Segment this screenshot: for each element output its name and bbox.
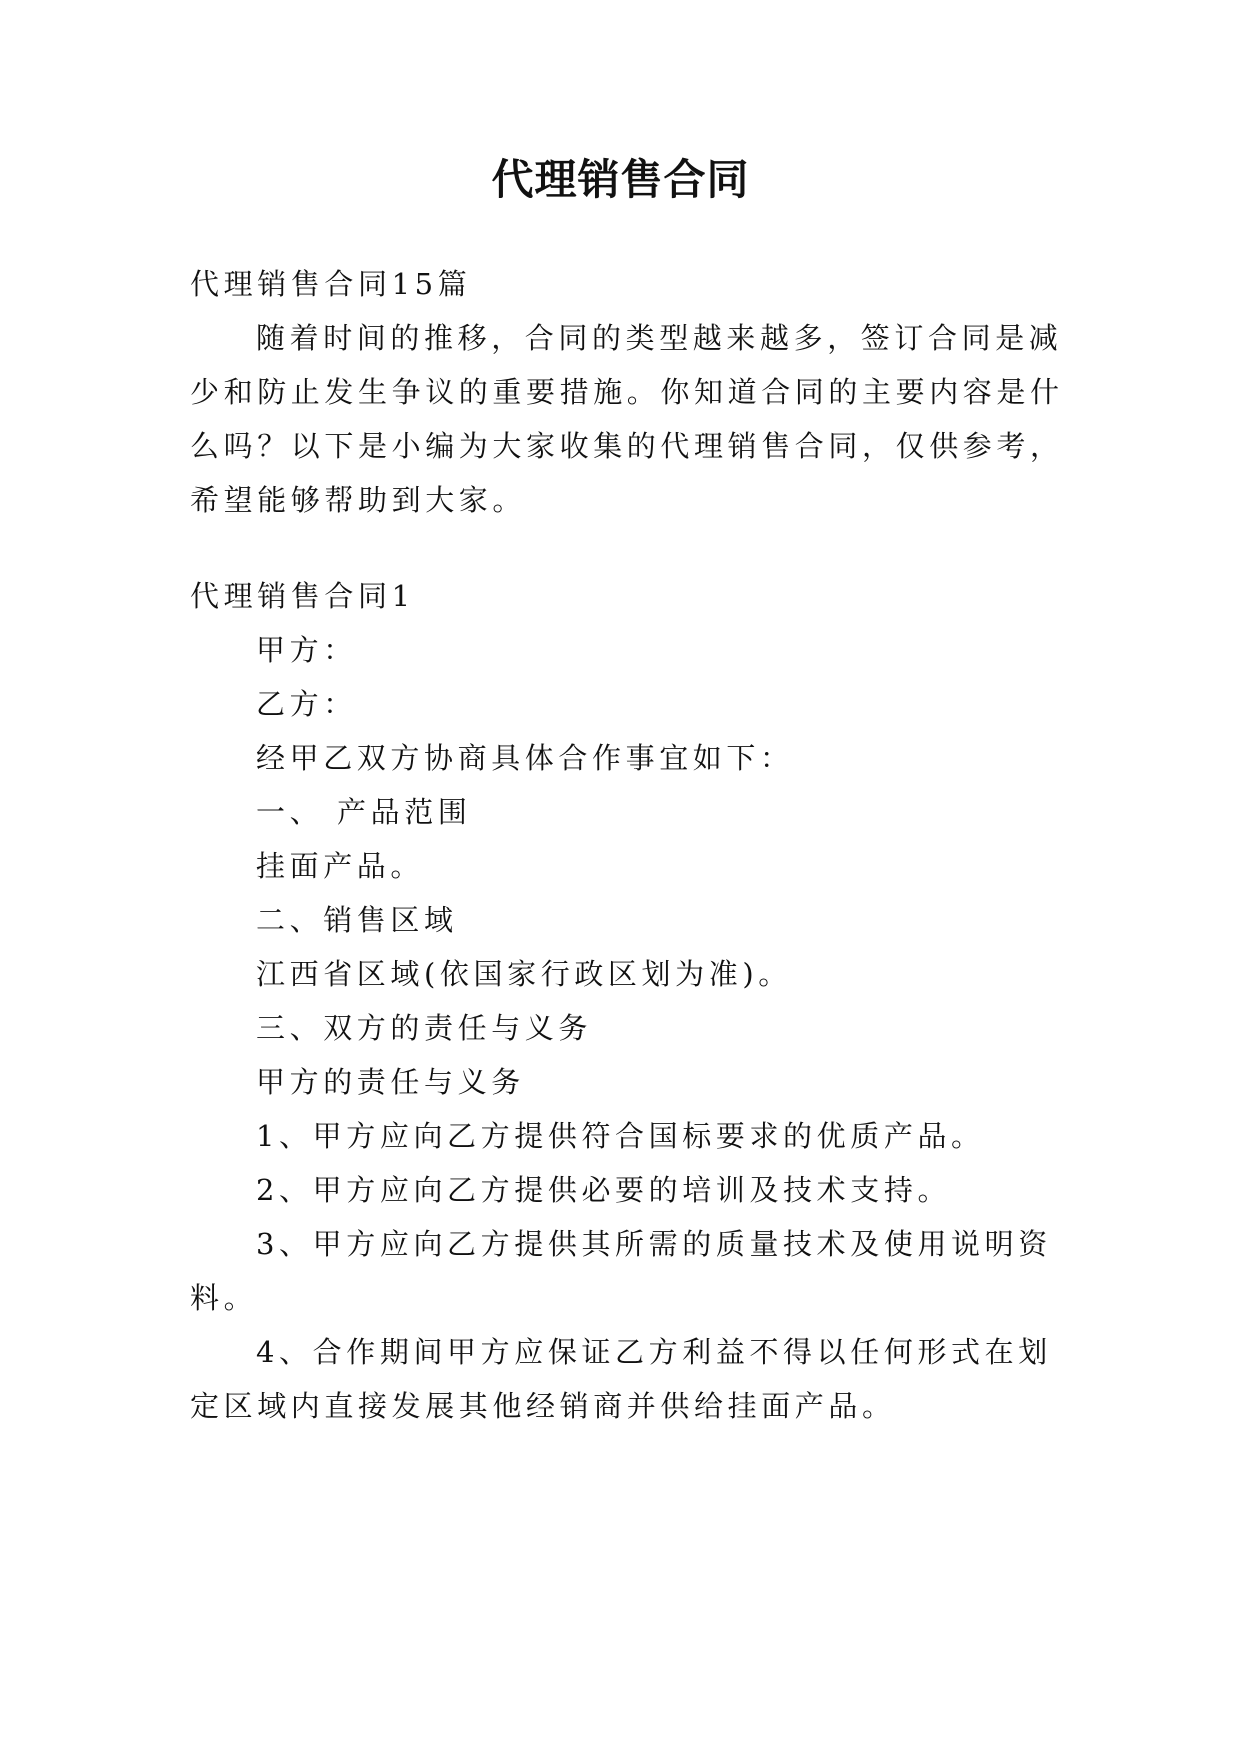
document-title: 代理销售合同 bbox=[491, 155, 750, 204]
intro-line-1: 随着时间的推移，合同的类型越来越多，签订合同是减 bbox=[256, 321, 1063, 355]
intro-line-4: 希望能够帮助到大家。 bbox=[190, 483, 527, 517]
obligation-item-1: 1、甲方应向乙方提供符合国标要求的优质产品。 bbox=[256, 1119, 985, 1153]
document-subtitle: 代理销售合同15篇 bbox=[190, 267, 472, 301]
clause-3-subheading: 甲方的责任与义务 bbox=[256, 1065, 525, 1099]
clause-3-heading: 三、双方的责任与义务 bbox=[256, 1011, 593, 1045]
party-b-label: 乙方： bbox=[256, 687, 357, 721]
obligation-item-2: 2、甲方应向乙方提供必要的培训及技术支持。 bbox=[256, 1173, 952, 1207]
obligation-item-4-line-1: 4、合作期间甲方应保证乙方利益不得以任何形式在划 bbox=[256, 1335, 1052, 1369]
clause-1-heading: 一、 产品范围 bbox=[256, 795, 472, 829]
clause-2-heading: 二、销售区域 bbox=[256, 903, 458, 937]
section-heading: 代理销售合同1 bbox=[190, 579, 415, 613]
preamble-text: 经甲乙双方协商具体合作事宜如下： bbox=[256, 741, 794, 775]
clause-1-text: 挂面产品。 bbox=[256, 849, 425, 883]
obligation-item-4-line-2: 定区域内直接发展其他经销商并供给挂面产品。 bbox=[190, 1389, 896, 1423]
clause-2-text: 江西省区域(依国家行政区划为准)。 bbox=[256, 957, 792, 991]
obligation-item-3-line-2: 料。 bbox=[190, 1281, 258, 1315]
intro-line-2: 少和防止发生争议的重要措施。你知道合同的主要内容是什 bbox=[190, 375, 1064, 409]
party-a-label: 甲方： bbox=[256, 633, 357, 667]
obligation-item-3-line-1: 3、甲方应向乙方提供其所需的质量技术及使用说明资 bbox=[256, 1227, 1052, 1261]
intro-line-3: 么吗？以下是小编为大家收集的代理销售合同，仅供参考， bbox=[190, 429, 1064, 463]
